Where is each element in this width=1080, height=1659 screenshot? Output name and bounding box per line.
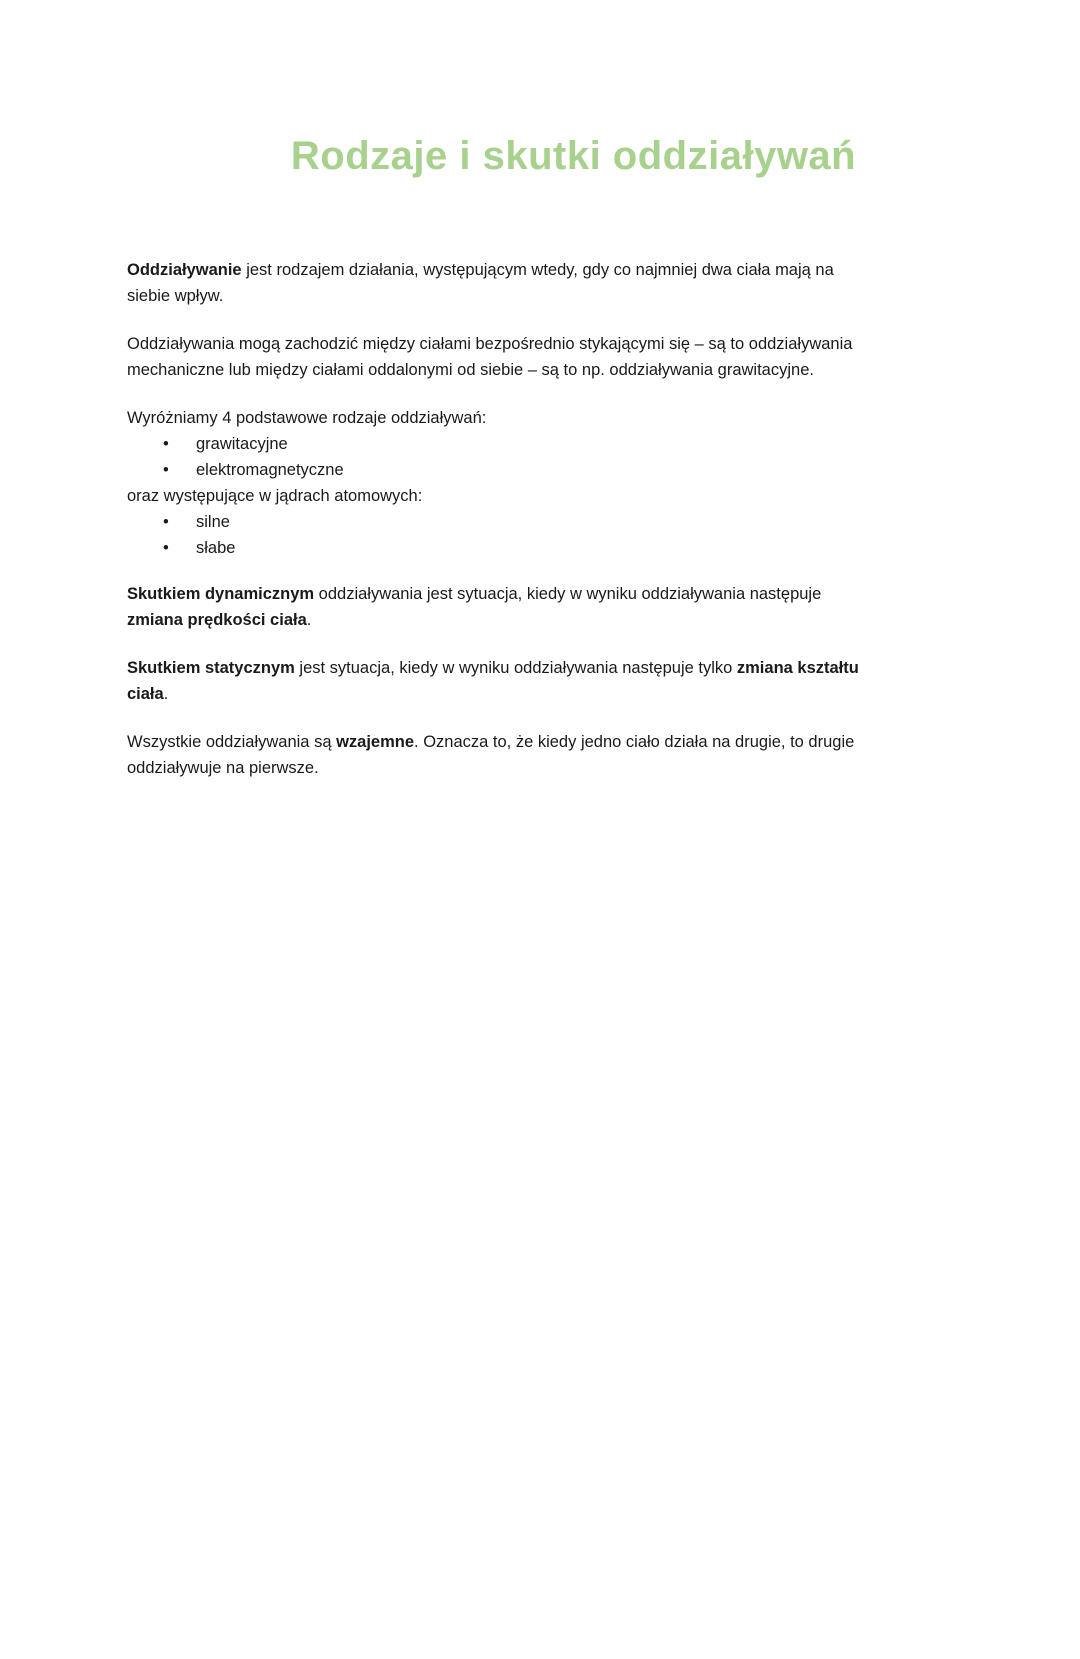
document-title: Rodzaje i skutki oddziaływań (290, 134, 857, 178)
list-item-slabe: • słabe (127, 535, 1020, 561)
document-page (0, 132, 1080, 1659)
paragraph-definition: Oddziaływanie jest rodzajem działania, występującym wtedy, gdy co najmniej dwa ciała mają na siebie wpływ. (127, 261, 834, 305)
paragraph-static-effect: Skutkiem statycznym jest sytuacja, kiedy w wyniku oddziaływania następuje tylko zmiana kształtu ciała. (127, 659, 859, 703)
list-basic-interactions (127, 431, 1020, 483)
list-item-grawitacyjne: • grawitacyjne (127, 431, 1020, 457)
document-body (127, 257, 1020, 781)
paragraph-nuclear-intro: oraz występujące w jądrach atomowych: (127, 487, 423, 505)
list-nuclear-interactions (127, 509, 1020, 561)
list-item-silne: • silne (127, 509, 1020, 535)
paragraph-contact-vs-distance: Oddziaływania mogą zachodzić między ciałami bezpośrednio stykającymi się – są to oddziaływania mechaniczne lub między ciałami oddalonymi od siebie – są to np. oddziaływania grawitacyjne. (127, 335, 853, 379)
paragraph-list-intro: Wyróżniamy 4 podstawowe rodzaje oddziaływań: (127, 409, 487, 427)
paragraph-dynamic-effect: Skutkiem dynamicznym oddziaływania jest sytuacja, kiedy w wyniku oddziaływania następuje zmiana prędkości ciała. (127, 585, 822, 629)
document-viewport (0, 132, 1080, 1659)
paragraph-mutual-interaction: Wszystkie oddziaływania są wzajemne. Oznacza to, że kiedy jedno ciało działa na drugie, to drugie oddziaływuje na pierwsze. (127, 733, 855, 777)
list-item-elektromagnetyczne: • elektromagnetyczne (127, 457, 1020, 483)
